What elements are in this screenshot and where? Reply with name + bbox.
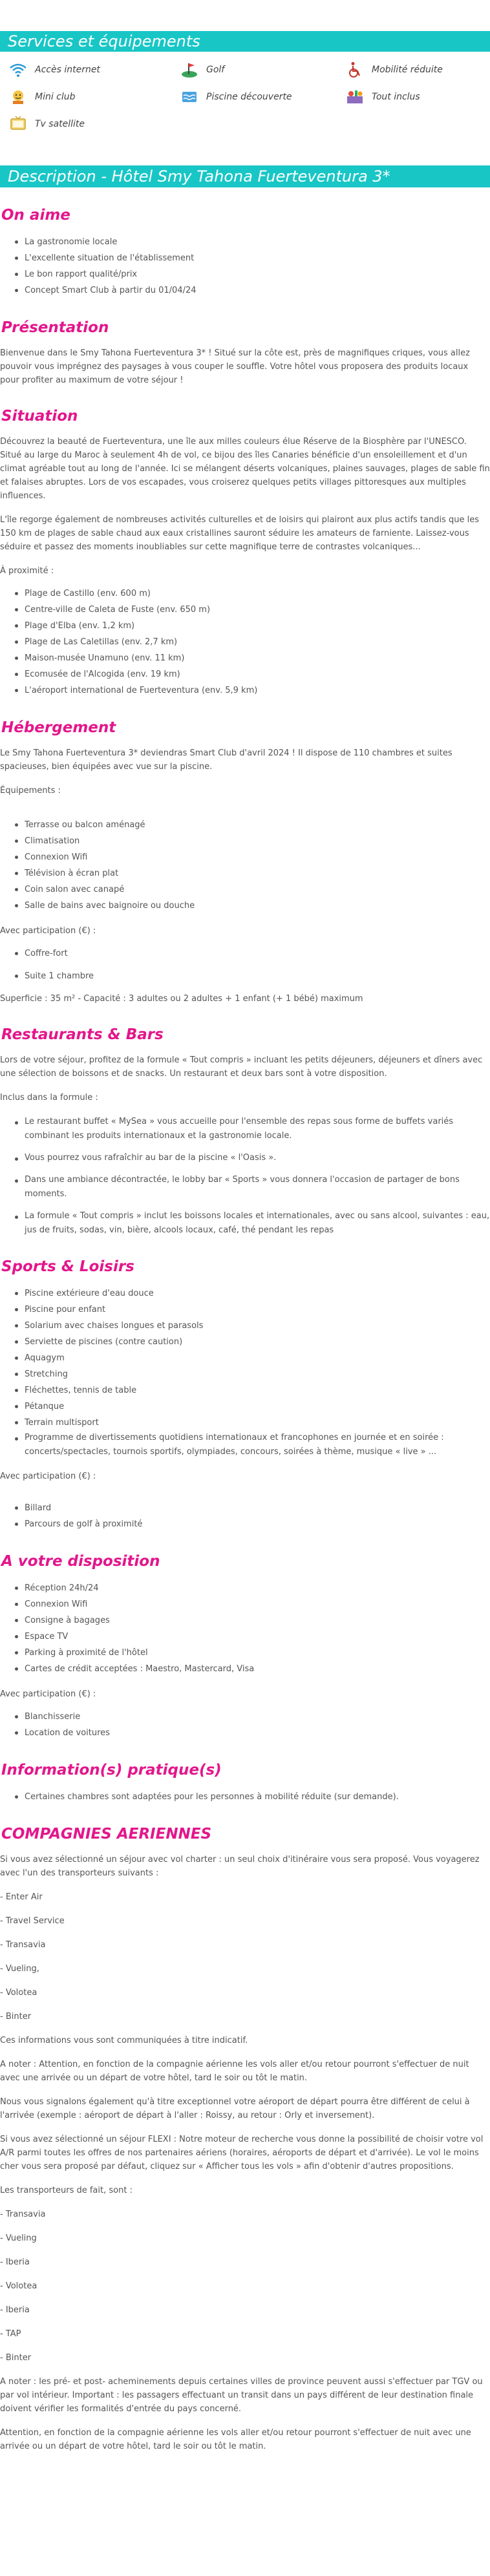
service-golf: [178, 61, 343, 79]
services-banner: [0, 31, 490, 52]
situation-paragraph: Découvrez la beauté de Fuerteventura, une île aux milles couleurs élue Réserve de la Biosphère par l'UNESCO. Situé au large du Maroc à seulement 4h de vol, ce bijou des îles Canaries bénéficie d'un ensoleillement et d'un climat agréable tout au long de l'année. Ici se mélangent déserts volcaniques, plaines sauvages, plages de sable fin et falaises abruptes. Lors de vos escapades, vous croiserez quelques petits villages pittoresques aux multiples influences.: [0, 437, 490, 501]
included-label: Inclus dans la formule :: [0, 1093, 98, 1103]
list-item: Plage d'Elba (env. 1,2 km): [25, 618, 490, 634]
airlines-heading: COMPAGNIES AERIENNES: [1, 1826, 212, 1842]
service-pool: [178, 88, 343, 106]
airlines-intro: Si vous avez sélectionné un séjour avec vol charter : un seul choix d'itinéraire vous sera proposé. Vous voyagerez avec l'un des transporteurs suivants :: [0, 1855, 480, 1878]
description-title: Description - Hôtel Smy Tahona Fuerteventura 3*: [8, 167, 390, 185]
flexi-carrier: - Vueling: [0, 2233, 37, 2243]
list-item: Consigne à bagages: [25, 1612, 490, 1629]
restaurants-list: [0, 1115, 490, 1238]
list-item: Cartes de crédit acceptées : Maestro, Mastercard, Visa: [25, 1661, 490, 1677]
restaurants-heading: Restaurants & Bars: [1, 1026, 164, 1043]
list-item: Vous pourrez vous rafraîchir au bar de la piscine « l'Oasis ».: [25, 1151, 490, 1165]
services-grid: [0, 52, 490, 137]
services-title: Services et équipements: [8, 32, 200, 50]
kids-club-icon: [6, 88, 30, 106]
flexi-carrier: - Volotea: [0, 2281, 37, 2291]
wifi-icon: [6, 61, 30, 79]
equipment-list: [0, 817, 490, 914]
flexi-carrier: - TAP: [0, 2329, 21, 2339]
charter-carrier: - Travel Service: [0, 1916, 65, 1926]
list-item: Plage de Las Caletillas (env. 2,7 km): [25, 634, 490, 650]
charter-carrier: - Volotea: [0, 1988, 37, 1998]
flexi-carrier: - Transavia: [0, 2210, 46, 2219]
list-item: Dans une ambiance décontractée, le lobby bar « Sports » vous donnera l'occasion de partager de bons moments.: [25, 1173, 490, 1201]
pool-icon: [178, 88, 201, 106]
list-item: Réception 24h/24: [25, 1580, 490, 1596]
all-inclusive-icon: [343, 88, 367, 106]
charter-carrier: - Vueling,: [0, 1964, 39, 1974]
golf-icon: [178, 61, 201, 79]
list-item: Le bon rapport qualité/prix: [25, 266, 490, 282]
description-banner: [0, 165, 490, 187]
presentation-text: Bienvenue dans le Smy Tahona Fuerteventura 3* ! Situé sur la côte est, près de magnifiques criques, vous allez pouvoir vous imprégnez des paysages à vous couper le souffle. Votre hôtel vous proposera des produits locaux pour profiter au maximum de votre séjour !: [0, 348, 470, 385]
list-item: Connexion Wifi: [25, 1596, 490, 1612]
list-item: Parcours de golf à proximité: [25, 1516, 490, 1532]
situation-heading: Situation: [1, 408, 78, 425]
hebergement-heading: Hébergement: [1, 719, 116, 736]
list-item: Coin salon avec canapé: [25, 882, 490, 898]
disposition-heading: A votre disposition: [1, 1553, 160, 1570]
list-item: Stretching: [25, 1366, 490, 1382]
flexi-carrier: - Binter: [0, 2353, 32, 2363]
list-item: Maison-musée Unamuno (env. 11 km): [25, 650, 490, 666]
on-aime-heading: On aime: [1, 207, 70, 224]
list-item: L'aéroport international de Fuerteventura (env. 5,9 km): [25, 682, 490, 699]
paid-list: [0, 1709, 490, 1741]
flexi-carrier: - Iberia: [0, 2257, 30, 2267]
charter-carrier: - Transavia: [0, 1940, 46, 1950]
flexi-text: Si vous avez sélectionné un séjour FLEXI : Notre moteur de recherche vous donne la possibilité de choisir votre vol A/R parmi toutes les offres de nos partenaires aériens (horaires, aéroports de départ et d'arrivée). Le vol le moins cher vous sera proposé par défaut, cliquez sur « Afficher tous les vols » afin d'obtenir d'autres propositions.: [0, 2135, 484, 2171]
service-label: Mini club: [35, 92, 76, 102]
paid-list: [0, 945, 490, 962]
hebergement-text: Le Smy Tahona Fuerteventura 3* deviendras Smart Club d'avril 2024 ! Il dispose de 110 chambres et suites spacieuses, bien équipées avec vue sur la piscine.: [0, 748, 453, 772]
service-label: Tout inclus: [372, 92, 420, 102]
list-item: Pétanque: [25, 1399, 490, 1415]
list-item: Fléchettes, tennis de table: [25, 1382, 490, 1399]
service-mini-club: [6, 88, 178, 106]
presentation-heading: Présentation: [1, 319, 109, 336]
list-item: Plage de Castillo (env. 600 m): [25, 586, 490, 602]
list-item: La gastronomie locale: [25, 234, 490, 250]
list-item: Espace TV: [25, 1629, 490, 1645]
list-item: Climatisation: [25, 833, 490, 849]
restaurants-text: Lors de votre séjour, profitez de la formule « Tout compris » incluant les petits déjeuners, déjeuners et dîners avec une sélection de boissons et de snacks. Un restaurant et deux bars sont à votre disposition.: [0, 1055, 483, 1079]
service-internet: [6, 61, 178, 79]
service-label: Accès internet: [35, 65, 100, 75]
equipment-label: Équipements :: [0, 786, 61, 796]
list-item: Connexion Wifi: [25, 849, 490, 865]
list-item: Le restaurant buffet « MySea » vous accueille pour l'ensemble des repas sous forme de buffets variés combinant les produits internationaux et la gastronomie locale.: [25, 1115, 490, 1143]
disposition-list: [0, 1580, 490, 1677]
list-item: Piscine extérieure d'eau douce: [25, 1285, 490, 1302]
service-tv: [6, 115, 178, 133]
on-aime-list: [0, 234, 490, 299]
list-item: Coffre-fort: [25, 945, 490, 962]
list-item: Aquagym: [25, 1350, 490, 1366]
list-item: Piscine pour enfant: [25, 1302, 490, 1318]
list-item: Concept Smart Club à partir du 01/04/24: [25, 282, 490, 299]
flexi-label: Les transporteurs de fait, sont :: [0, 2186, 133, 2195]
list-item: Billard: [25, 1500, 490, 1516]
proximity-label: À proximité :: [0, 566, 54, 576]
paid-list: [0, 968, 490, 984]
paid-list: [0, 1500, 490, 1532]
list-item: Programme de divertissements quotidiens internationaux et francophones en journée et en soirée : concerts/spectacles, tournois sportifs, olympiades, concours, soirées à thème, musique « live » ...: [25, 1431, 490, 1459]
list-item: Parking à proximité de l'hôtel: [25, 1645, 490, 1661]
paid-label: Avec participation (€) :: [0, 926, 96, 936]
proximity-list: [0, 586, 490, 699]
list-item: Télévision à écran plat: [25, 865, 490, 882]
list-item: Suite 1 chambre: [25, 968, 490, 984]
situation-paragraph: L'île regorge également de nombreuses activités culturelles et de loisirs qui plairont aux plus actifs tandis que les 150 km de plages de sable chaud aux eaux cristallines sauront séduire les amateurs de farniente. Laissez-vous séduire et passez des moments inoubliables sur cette magnifique terre de contrastes volcaniques...: [0, 515, 479, 552]
charter-carrier: - Enter Air: [0, 1892, 43, 1902]
flexi-carrier: - Iberia: [0, 2305, 30, 2315]
airlines-note: Nous vous signalons également qu'à titre exceptionnel votre aéroport de départ pourra être différent de celui à l'arrivée (exemple : aéroport de départ à l'aller : Roissy, au retour : Orly et inversement).: [0, 2097, 470, 2120]
service-mobility: [343, 61, 490, 79]
list-item: Location de voitures: [25, 1725, 490, 1741]
list-item: Salle de bains avec baignoire ou douche: [25, 898, 490, 914]
room-surface: Superficie : 35 m² - Capacité : 3 adultes ou 2 adultes + 1 enfant (+ 1 bébé) maximum: [0, 994, 363, 1004]
sports-list: [0, 1285, 490, 1459]
infos-list: [0, 1789, 490, 1805]
service-label: Tv satellite: [35, 119, 85, 129]
list-item: Solarium avec chaises longues et parasols: [25, 1318, 490, 1334]
list-item: Ecomusée de l'Alcogida (env. 19 km): [25, 666, 490, 682]
list-item: Terrasse ou balcon aménagé: [25, 817, 490, 833]
charter-carrier: - Binter: [0, 2012, 32, 2022]
airlines-note: A noter : les pré- et post- acheminements depuis certaines villes de province peuvent aussi s'effectuer par TGV ou par vol intérieur. Important : les passagers effectuant un transit dans un pays différent de leur destination finale doivent vérifier les formalités d'entrée du pays concerné.: [0, 2377, 483, 2414]
infos-heading: Information(s) pratique(s): [1, 1762, 222, 1779]
paid-label: Avec participation (€) :: [0, 1689, 96, 1699]
tv-icon: [6, 115, 30, 133]
service-label: Golf: [206, 65, 225, 75]
list-item: Certaines chambres sont adaptées pour les personnes à mobilité réduite (sur demande).: [25, 1789, 490, 1805]
service-label: Mobilité réduite: [372, 65, 443, 75]
list-item: Blanchisserie: [25, 1709, 490, 1725]
list-item: Centre-ville de Caleta de Fuste (env. 650 m): [25, 602, 490, 618]
service-all-inclusive: [343, 88, 490, 106]
list-item: Serviette de piscines (contre caution): [25, 1334, 490, 1350]
airlines-note: A noter : Attention, en fonction de la compagnie aérienne les vols aller et/ou retour pourront s'effectuer de nuit avec une arrivée ou un départ de votre hôtel, tard le soir ou tôt le matin.: [0, 2060, 469, 2083]
sports-heading: Sports & Loisirs: [1, 1258, 134, 1275]
service-label: Piscine découverte: [206, 92, 292, 102]
wheelchair-icon: [343, 61, 367, 79]
paid-label: Avec participation (€) :: [0, 1472, 96, 1481]
list-item: Terrain multisport: [25, 1415, 490, 1431]
airlines-note: Ces informations vous sont communiquées à titre indicatif.: [0, 2036, 248, 2045]
list-item: L'excellente situation de l'établissement: [25, 250, 490, 266]
list-item: La formule « Tout compris » inclut les boissons locales et internationales, avec ou sans alcool, suivantes : eau, jus de fruits, sodas, vin, bière, alcools locaux, café, thé pendant les repas: [25, 1209, 490, 1238]
airlines-note: Attention, en fonction de la compagnie aérienne les vols aller et/ou retour pourront s'effectuer de nuit avec une arrivée ou un départ de votre hôtel, tard le soir ou tôt le matin.: [0, 2428, 471, 2451]
